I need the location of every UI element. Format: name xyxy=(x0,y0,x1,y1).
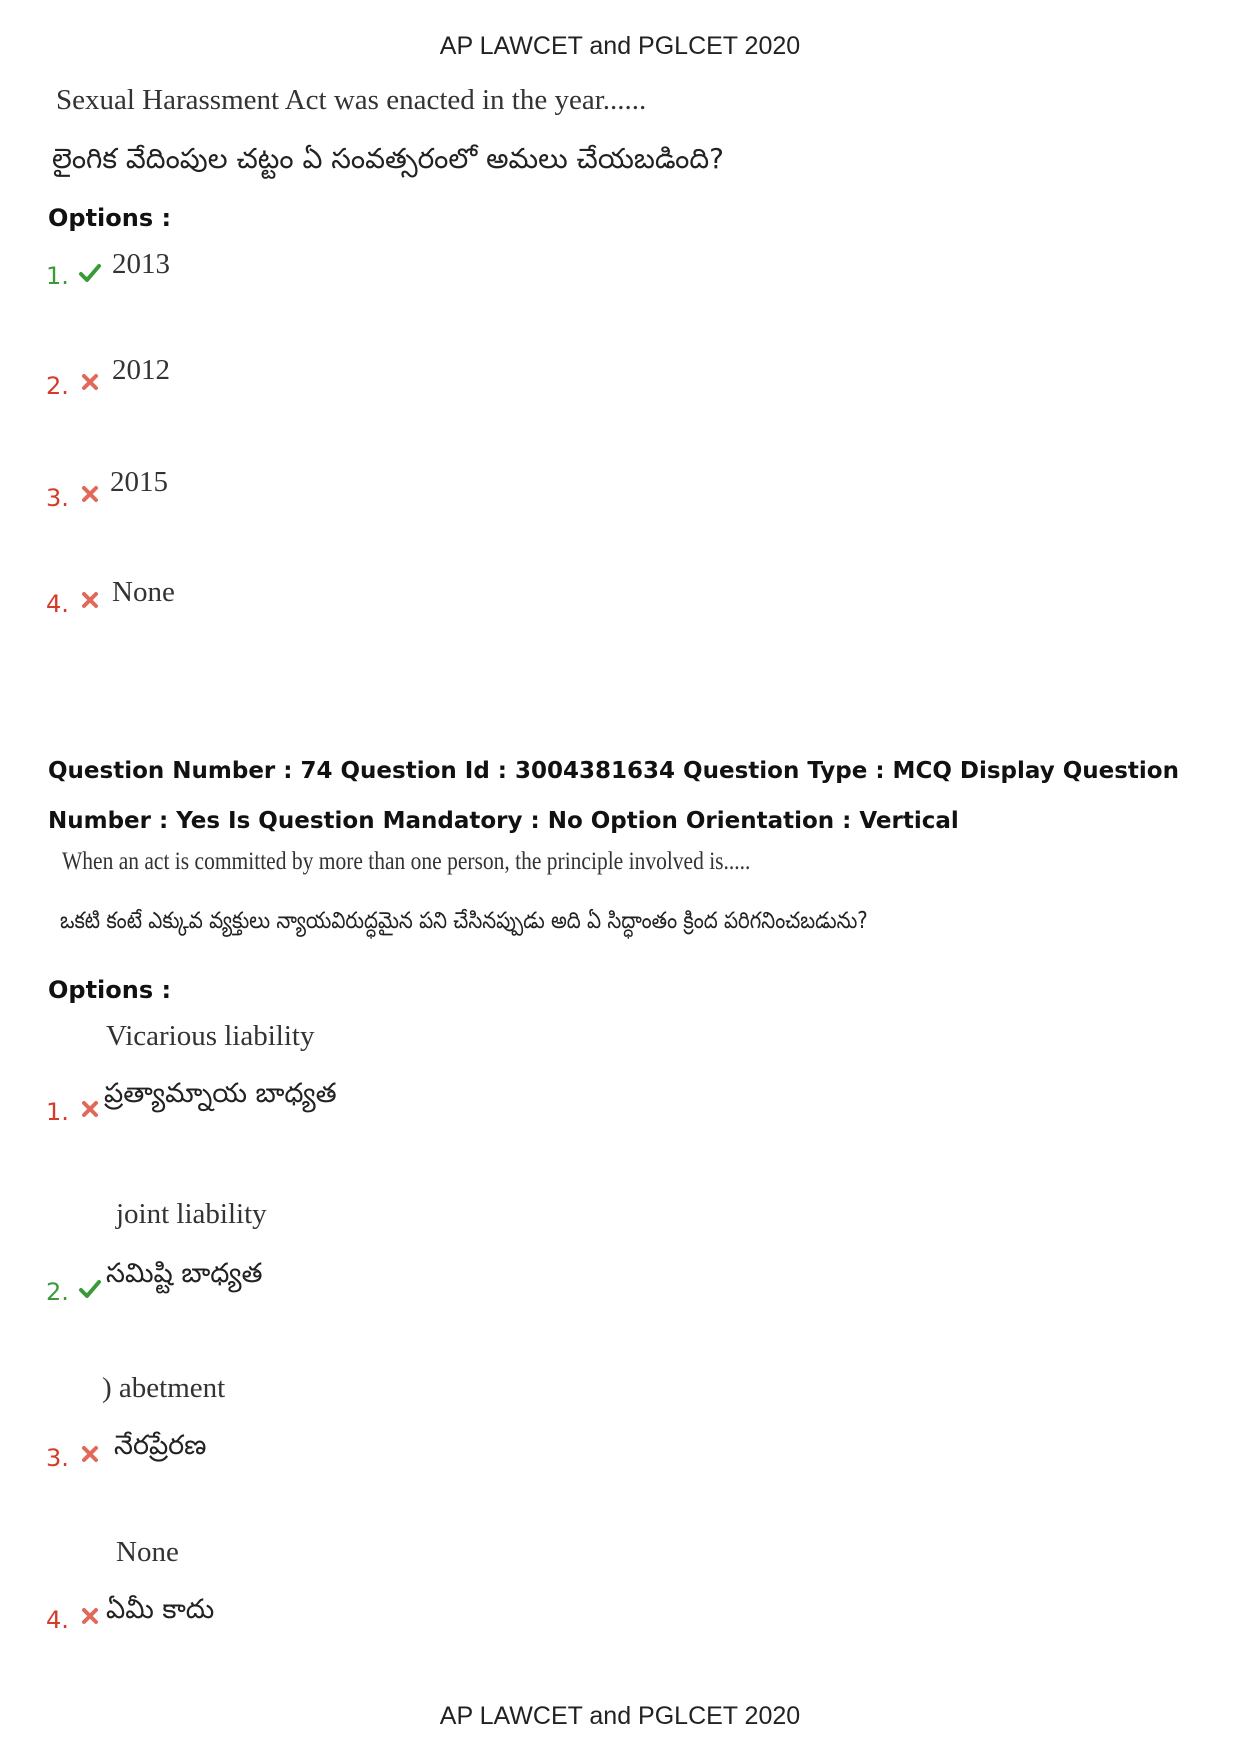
checkmark-icon xyxy=(78,261,102,285)
q74-option-2-text-en: joint liability xyxy=(116,1198,267,1230)
q74-option-3-number: 3. xyxy=(46,1444,69,1472)
question-74-text-en: When an act is committed by more than one person, the principle involved is..... xyxy=(62,848,751,875)
question-74-text-te: ఒకటి కంటే ఎక్కువ వ్యక్తులు న్యాయవిరుద్ధమైన పని చేసినప్పుడు అది ఏ సిద్ధాంతం క్రింద పరిగనించబడును? xyxy=(60,908,868,934)
cross-icon xyxy=(78,588,102,612)
q73-option-1-number: 1. xyxy=(46,262,69,290)
q73-option-4-text: None xyxy=(112,576,175,608)
q74-option-3-text-en: ) abetment xyxy=(102,1372,226,1404)
cross-icon xyxy=(78,1097,102,1121)
q74-option-3-text-te: నేరప్రేరణ xyxy=(114,1430,207,1461)
q73-option-4-number: 4. xyxy=(46,590,69,618)
q74-option-1-text-en: Vicarious liability xyxy=(106,1020,315,1052)
cross-icon xyxy=(78,482,102,506)
q73-option-2-text: 2012 xyxy=(112,354,170,386)
q73-option-1-text: 2013 xyxy=(112,248,170,280)
q74-option-4-number: 4. xyxy=(46,1606,69,1634)
q74-option-2-text-te: సమిష్టి బాధ్యత xyxy=(106,1258,263,1289)
q74-option-4-text-te: ఏమీ కాదు xyxy=(106,1594,215,1625)
question-73-text-te: లైంగిక వేదింపుల చట్టం ఏ సంవత్సరంలో అమలు చేయబడింది? xyxy=(52,142,724,175)
cross-icon xyxy=(78,1442,102,1466)
question-74-options-label: Options : xyxy=(48,976,172,1004)
q74-option-1-text-te: ప్రత్యామ్నాయ బాధ్యత xyxy=(104,1078,337,1109)
question-73-options-label: Options : xyxy=(48,204,172,232)
cross-icon xyxy=(78,1604,102,1628)
q73-option-2-number: 2. xyxy=(46,372,69,400)
q73-option-3-number: 3. xyxy=(46,484,69,512)
page-footer: AP LAWCET and PGLCET 2020 xyxy=(439,1702,801,1730)
question-73-text-en: Sexual Harassment Act was enacted in the year...... xyxy=(56,84,647,116)
q73-option-3-text: 2015 xyxy=(110,466,168,498)
question-74-meta-line-2: Number : Yes Is Question Mandatory : No Option Orientation : Vertical xyxy=(48,808,959,834)
page-header: AP LAWCET and PGLCET 2020 xyxy=(439,32,801,60)
checkmark-icon xyxy=(78,1277,102,1301)
q74-option-1-number: 1. xyxy=(46,1098,69,1126)
cross-icon xyxy=(78,370,102,394)
q74-option-4-text-en: None xyxy=(116,1536,179,1568)
question-74-meta-line-1: Question Number : 74 Question Id : 3004381634 Question Type : MCQ Display Question xyxy=(48,758,1179,784)
q74-option-2-number: 2. xyxy=(46,1278,69,1306)
